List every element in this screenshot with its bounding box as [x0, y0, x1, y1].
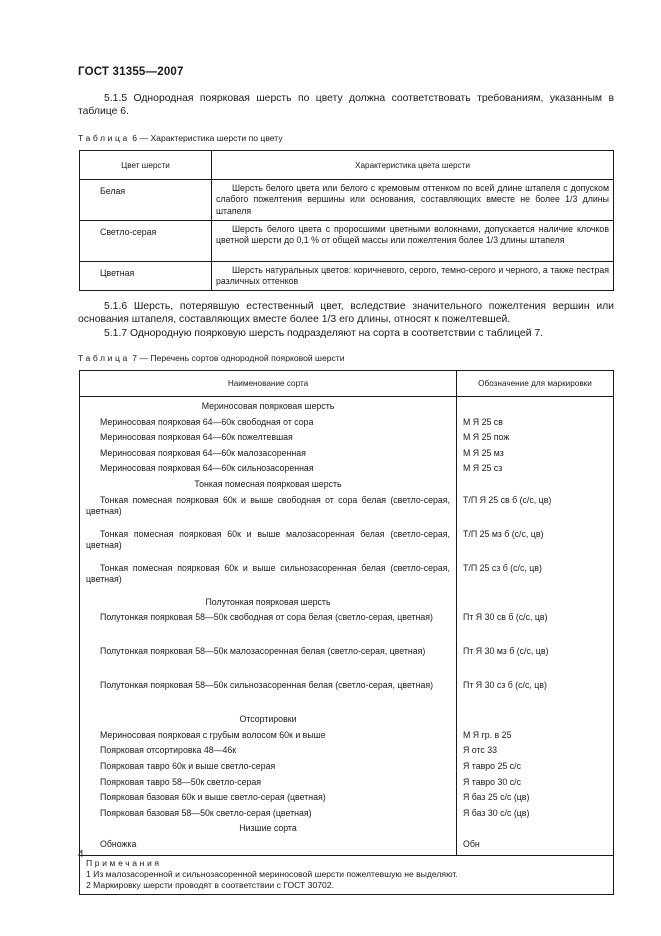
- grade-name: Мериносовая поярковая 64—60к малозасоренная: [100, 447, 306, 458]
- marking-code: [463, 595, 607, 611]
- marking-code: Пт Я 30 сз б (с/с, цв): [463, 680, 547, 691]
- table-header-row: [80, 151, 614, 180]
- grade-group-heading: Тонкая помесная поярковая шерсть: [194, 478, 342, 489]
- grade-name: Поярковая отсортировка 48—46к: [100, 745, 237, 756]
- page-number: 4: [78, 849, 84, 860]
- marking-codes-column: [457, 397, 614, 856]
- marking-code: Я баз 25 с/с (цв): [463, 792, 530, 803]
- paragraph-5-1-5: 5.1.5 Однородная поярковая шерсть по цвету должна соответствовать требованиям, указанным в таблице 6.: [78, 93, 614, 118]
- marking-code: М Я 25 мз: [463, 447, 504, 458]
- marking-code: М Я 25 сз: [463, 463, 503, 474]
- grade-name: Полутонкая поярковая 58—50к свободная от сора белая (светло-серая, цветная): [100, 612, 433, 623]
- paragraph-5-1-6: 5.1.6 Шерсть, потерявшую естественный цвет, вследствие значительного пожелтения вершин или основания штапеля, составляющих вместе более 1/3 его длины, относят к пожелтевшей.: [78, 301, 614, 326]
- grade-name: Мериносовая поярковая 64—60к сильнозасоренная: [100, 463, 314, 474]
- grade-name: Полутонкая поярковая 58—50к малозасоренная белая (светло-серая, цветная): [100, 646, 426, 657]
- table-7-caption-title: 7 — Перечень сортов однородной поярковой шерсти: [132, 353, 345, 363]
- table-6-caption: [78, 133, 283, 143]
- grade-name: Мериносовая поярковая 64—60к свободная от сора: [100, 416, 314, 427]
- grade-group-heading: Отсортировки: [239, 714, 297, 725]
- notes-cell: [80, 855, 614, 894]
- column-header-marking: Обозначение для маркировки: [457, 371, 614, 397]
- note-item: 2 Маркировку шерсти проводят в соответствии с ГОСТ 30702.: [86, 879, 334, 890]
- marking-code: М Я 25 пож: [463, 432, 510, 443]
- standard-number-header: ГОСТ 31355—2007: [78, 66, 184, 78]
- grade-group-heading: Мериносовая поярковая шерсть: [201, 401, 335, 411]
- table-6-caption-label: Таблица: [78, 133, 130, 143]
- grade-name: Тонкая помесная поярковая 60к и выше свободная от сора белая (светло-серая, цветная): [86, 494, 450, 517]
- table-row: [80, 180, 614, 221]
- notes-row: [80, 855, 614, 894]
- table-body-row: [80, 397, 614, 856]
- table-6-caption-title: 6 — Характеристика шерсти по цвету: [132, 133, 283, 143]
- grade-name: Поярковая базовая 60к и выше светло-серая (цветная): [100, 792, 326, 803]
- grade-names-column: [80, 397, 457, 856]
- notes-title: Примечания: [86, 857, 162, 868]
- marking-code: [463, 821, 607, 837]
- grade-name: Тонкая помесная поярковая 60к и выше сильнозасоренная белая (светло-серая, цветная): [86, 562, 450, 585]
- marking-code: Т/П 25 сз б (с/с, цв): [463, 562, 542, 573]
- note-item: 1 Из малозасоренной и сильнозасоренной мериносовой шерсти пожелтевшую не выделяют.: [86, 868, 458, 879]
- table-row: [80, 262, 614, 291]
- grade-name: Мериносовая поярковая 64—60к пожелтевшая: [100, 432, 293, 443]
- marking-code: Я тавро 30 с/с: [463, 776, 521, 787]
- marking-code: Пт Я 30 св б (с/с, цв): [463, 612, 548, 623]
- grade-name: Мериносовая поярковая с грубым волосом 60к и выше: [100, 729, 326, 740]
- table-row: [80, 221, 614, 262]
- marking-code: [463, 712, 607, 728]
- color-description-cell: Шерсть белого цвета с проросшими цветными волокнами, допускается наличие клочков цветной шерсти до 0,1 % от общей массы или пожелтения более 1/3 длины штапеля: [212, 221, 614, 262]
- marking-code: Я баз 30 с/с (цв): [463, 807, 530, 818]
- column-header-characteristic: Характеристика цвета шерсти: [212, 151, 614, 180]
- table-7-caption: [78, 353, 345, 363]
- grade-name: Обножка: [100, 838, 137, 849]
- marking-code: Я отс 33: [463, 745, 498, 756]
- grade-name: Поярковая базовая 58—50к светло-серая (цветная): [100, 807, 312, 818]
- color-name-cell: Белая: [80, 180, 212, 221]
- table-header-row: [80, 371, 614, 397]
- marking-code: М Я 25 св: [463, 416, 503, 427]
- column-header-grade-name: Наименование сорта: [80, 371, 457, 397]
- grade-name: Поярковая тавро 60к и выше светло-серая: [100, 760, 276, 771]
- marking-code: Обн: [463, 838, 480, 849]
- marking-code: [463, 477, 607, 493]
- grade-name: Тонкая помесная поярковая 60к и выше малозасоренная белая (светло-серая, цветная): [86, 528, 450, 551]
- grade-group-heading: Полутонкая поярковая шерсть: [205, 596, 331, 607]
- marking-code: Пт Я 30 мз б (с/с, цв): [463, 646, 549, 657]
- color-name-cell: Светло-серая: [80, 221, 212, 262]
- grade-name: Полутонкая поярковая 58—50к сильнозасоренная белая (светло-серая, цветная): [100, 680, 434, 691]
- grade-name: Поярковая тавро 58—50к светло-серая: [100, 776, 262, 787]
- color-name-cell: Цветная: [80, 262, 212, 291]
- wool-grades-table: [79, 370, 614, 895]
- marking-code: Т/П 25 мз б (с/с, цв): [463, 528, 544, 539]
- paragraph-5-1-7: 5.1.7 Однородную поярковую шерсть подразделяют на сорта в соответствии с таблицей 7.: [104, 328, 544, 339]
- marking-code: Я тавро 25 с/с: [463, 760, 521, 771]
- color-description-cell: Шерсть натуральных цветов: коричневого, серого, темно-серого и черного, а также пестрая различных оттенков: [212, 262, 614, 291]
- marking-code: [463, 399, 607, 415]
- grade-group-heading: Низшие сорта: [239, 823, 297, 834]
- column-header-color: Цвет шерсти: [80, 151, 212, 180]
- color-description-cell: Шерсть белого цвета или белого с кремовым оттенком по всей длине штапеля с допуском слабого пожелтения вершины или основания, составляющих вместе не более 1/3 длины штапеля: [212, 180, 614, 221]
- color-characteristics-table: [79, 150, 614, 291]
- table-7-caption-label: Таблица: [78, 353, 130, 363]
- marking-code: Т/П Я 25 св б (с/с, цв): [463, 494, 552, 505]
- marking-code: М Я гр. в 25: [463, 729, 512, 740]
